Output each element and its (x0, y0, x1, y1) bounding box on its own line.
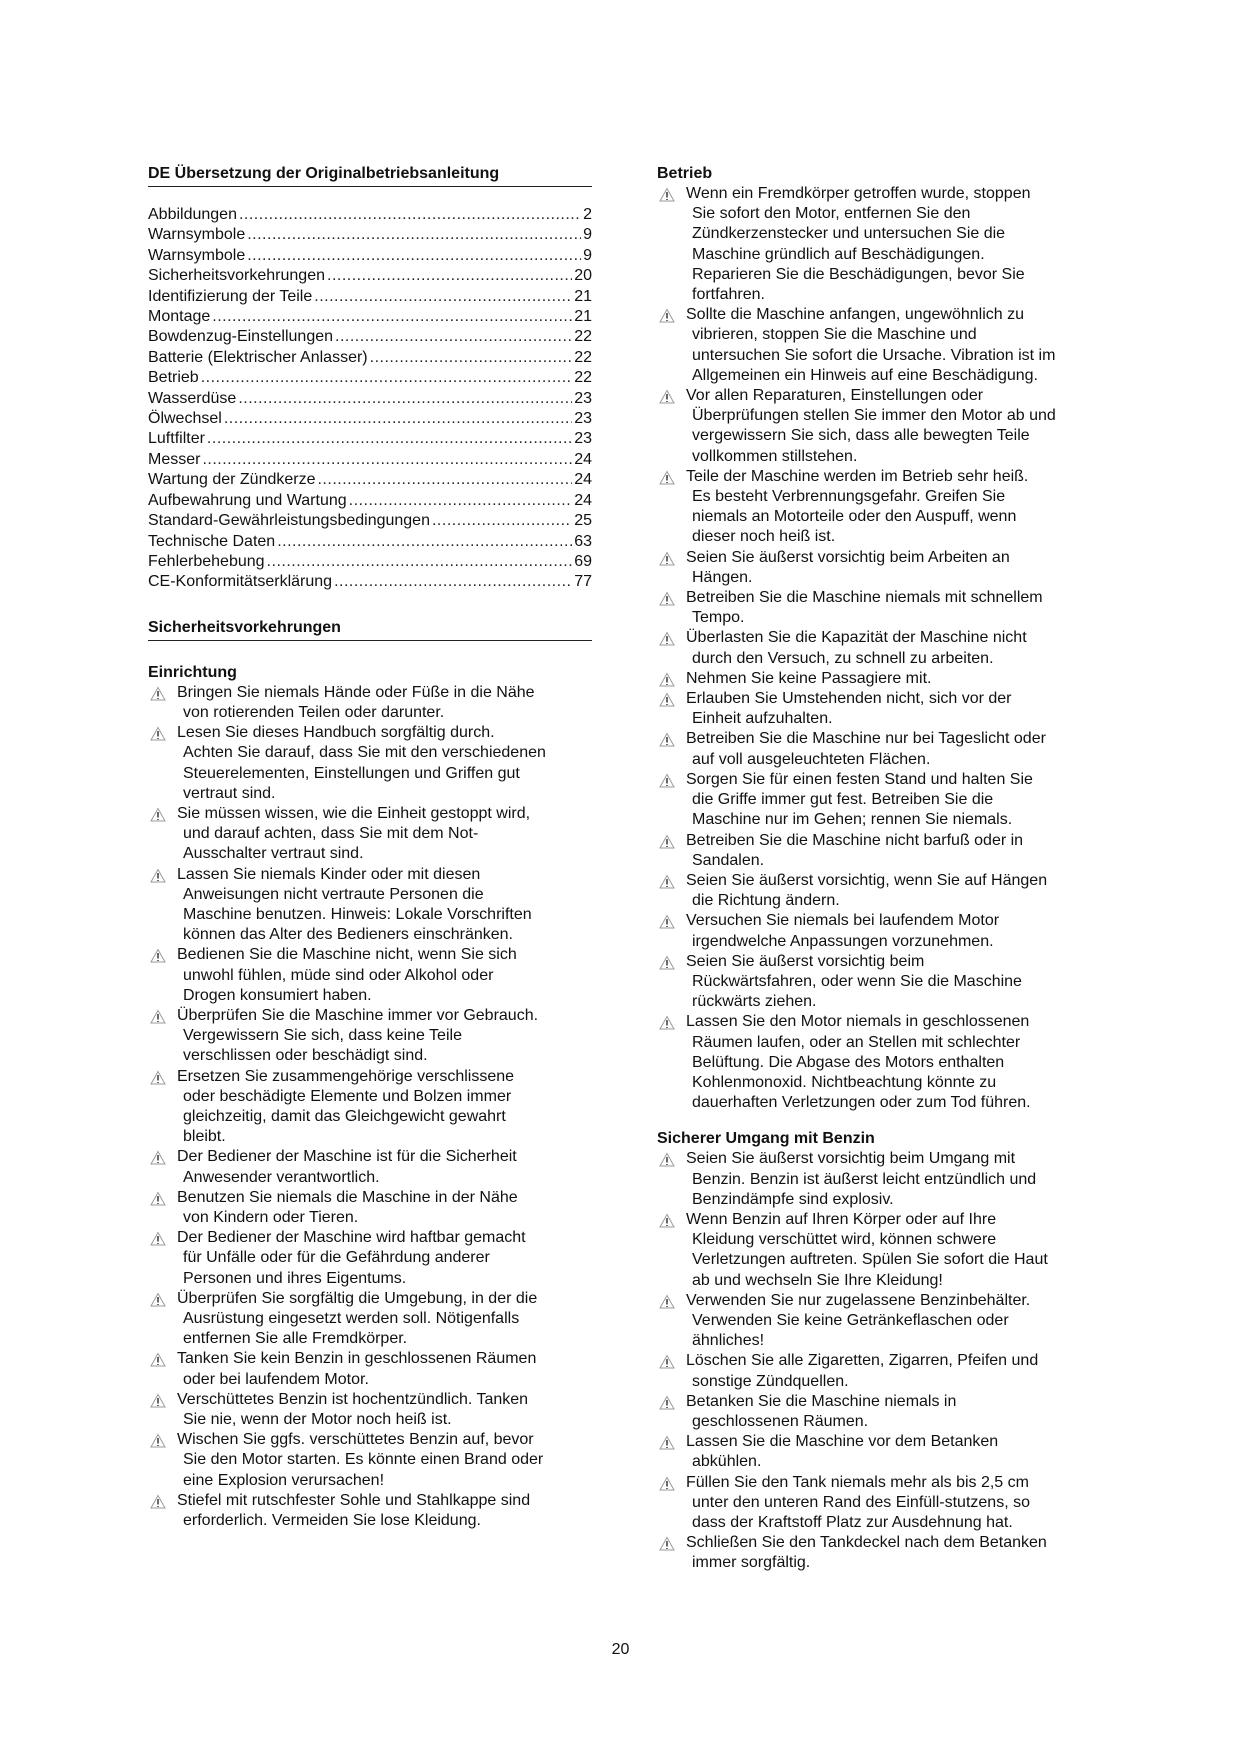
warning-text-line: irgendwelche Anpassungen vorzunehmen. (692, 932, 994, 950)
warning-text-line: vibrieren, stoppen Sie die Maschine und (692, 326, 977, 344)
toc-dot-leader (212, 307, 572, 327)
toc-dot-leader (432, 511, 572, 531)
warning-text-line: Seien Sie äußerst vorsichtig beim (686, 952, 925, 970)
warning-text-line: Kleidung verschüttet wird, können schwere (692, 1231, 997, 1249)
warning-text-line: Personen und ihres Eigentums. (183, 1269, 407, 1287)
warning-item (657, 1432, 1102, 1472)
warning-icon (657, 692, 677, 707)
warning-text-line: Lassen Sie niemals Kinder oder mit diesen (177, 865, 481, 883)
toc-entry (148, 429, 592, 449)
warning-item (148, 1289, 592, 1350)
warning-text-line: Wenn ein Fremdkörper getroffen wurde, stoppen (686, 185, 1031, 202)
warning-icon (657, 1213, 677, 1228)
warning-text-line: Anwesender verantwortlich. (183, 1168, 380, 1186)
warning-icon (657, 631, 677, 646)
warning-text-line: dieser noch heiß ist. (692, 528, 836, 546)
toc-entry (148, 205, 592, 225)
warning-icon (148, 1231, 168, 1246)
warning-text-line: Betreiben Sie die Maschine nur bei Tageslicht oder (686, 730, 1046, 748)
setup-warning-list (148, 683, 592, 1532)
warning-icon (148, 1494, 168, 1509)
safety-heading: Sicherheitsvorkehrungen (148, 618, 592, 641)
warning-text-line: Allgemeinen ein Hinweis auf eine Beschädigung. (692, 366, 1038, 384)
warning-text-line: Sollte die Maschine anfangen, ungewöhnlich zu (686, 306, 1025, 324)
warning-item (148, 1349, 592, 1389)
warning-item (657, 628, 1102, 668)
warning-text-line: Sie sofort den Motor, entfernen Sie den (692, 205, 971, 223)
warning-item (657, 1533, 1102, 1573)
warning-icon (657, 1435, 677, 1450)
warning-text-line: erforderlich. Vermeiden Sie lose Kleidung. (183, 1512, 481, 1530)
warning-item (148, 1067, 592, 1148)
warning-text-line: Hängen. (692, 568, 753, 586)
warning-text-line: vollkommen stillstehen. (692, 447, 858, 465)
warning-icon (148, 1009, 168, 1024)
toc-entry-page: 9 (583, 246, 592, 264)
toc-entry-page: 23 (574, 389, 592, 407)
warning-text-line: Überprüfen Sie die Maschine immer vor Gebrauch. (177, 1006, 539, 1024)
toc-dot-leader (327, 266, 572, 286)
toc-entry-label: Sicherheitsvorkehrungen (148, 267, 325, 285)
warning-item (148, 1491, 592, 1531)
toc-dot-leader (202, 450, 572, 470)
warning-text-line: Benutzen Sie niemals die Maschine in der Nähe (177, 1188, 518, 1206)
warning-item (148, 683, 592, 723)
warning-text-line: dass der Kraftstoff Platz zur Ausdehnung hat. (692, 1514, 1013, 1531)
toc-dot-leader (247, 225, 581, 245)
warning-item (657, 467, 1102, 548)
toc-entry-label: Luftfilter (148, 430, 205, 448)
toc-entry-page: 25 (574, 512, 592, 530)
toc-entry-label: Aufbewahrung und Wartung (148, 491, 347, 509)
warning-text-line: fortfahren. (692, 286, 765, 304)
fuel-heading: Sicherer Umgang mit Benzin (657, 1130, 875, 1148)
warning-item (148, 1390, 592, 1430)
warning-text-line: Anweisungen nicht vertraute Personen die (183, 885, 484, 903)
toc-entry-page: 63 (574, 532, 592, 550)
toc-dot-leader (314, 287, 572, 307)
toc-entry (148, 450, 592, 470)
toc-dot-leader (201, 368, 573, 388)
toc-entry-label: Messer (148, 450, 201, 468)
warning-icon (148, 726, 168, 741)
warning-text-line: Sorgen Sie für einen festen Stand und halten Sie (686, 770, 1033, 788)
warning-text-line: Benzindämpfe sind explosiv. (692, 1190, 894, 1208)
warning-icon (657, 389, 677, 404)
warning-item (148, 723, 592, 804)
warning-text-line: Tempo. (692, 609, 745, 627)
warning-item (657, 184, 1102, 305)
warning-text-line: Seien Sie äußerst vorsichtig beim Arbeiten an (686, 548, 1010, 566)
warning-icon (657, 308, 677, 323)
toc-entry-page: 21 (574, 287, 592, 305)
warning-text-line: Versuchen Sie niemals bei laufendem Motor (686, 912, 1000, 930)
warning-icon (657, 1152, 677, 1167)
warning-text-line: ähnliches! (692, 1332, 765, 1350)
toc-dot-leader (238, 389, 572, 409)
toc-entry-label: Fehlerbehebung (148, 552, 265, 570)
warning-text-line: bleibt. (183, 1128, 226, 1146)
warning-text-line: Der Bediener der Maschine wird haftbar gemacht (177, 1229, 526, 1247)
warning-text-line: Überlasten Sie die Kapazität der Maschine nicht (686, 629, 1027, 647)
warning-item (148, 1147, 592, 1187)
toc-entry-page: 21 (574, 308, 592, 326)
warning-text-line: Lassen Sie die Maschine vor dem Betanken (686, 1433, 999, 1451)
toc-entry (148, 572, 592, 592)
warning-text-line: Seien Sie äußerst vorsichtig, wenn Sie auf Hängen (686, 871, 1048, 889)
warning-text-line: ab und wechseln Sie Ihre Kleidung! (692, 1271, 943, 1289)
warning-icon (657, 773, 677, 788)
warning-icon (148, 1070, 168, 1085)
toc-entry-page: 77 (574, 573, 592, 591)
warning-text-line: Zündkerzenstecker und untersuchen Sie die (692, 225, 1006, 243)
toc-entry (148, 287, 592, 307)
toc-entry (148, 532, 592, 552)
warning-icon (657, 1294, 677, 1309)
warning-text-line: Schließen Sie den Tankdeckel nach dem Betanken (686, 1534, 1047, 1552)
toc-entry-page: 69 (574, 552, 592, 570)
warning-text-line: Betanken Sie die Maschine niemals in (686, 1392, 957, 1410)
warning-text-line: Drogen konsumiert haben. (183, 986, 372, 1004)
toc-entry (148, 327, 592, 347)
warning-icon (657, 470, 677, 485)
toc-entry (148, 511, 592, 531)
warning-text-line: von rotierenden Teilen oder darunter. (183, 703, 445, 721)
warning-text-line: Maschine nur im Gehen; rennen Sie niemals. (692, 811, 1013, 829)
toc-entry (148, 246, 592, 266)
toc-entry-page: 22 (574, 328, 592, 346)
warning-item (657, 588, 1102, 628)
setup-heading: Einrichtung (148, 663, 237, 681)
warning-item (657, 689, 1102, 729)
toc-entry-label: Ölwechsel (148, 410, 222, 428)
toc-entry (148, 470, 592, 490)
warning-item (657, 386, 1102, 467)
toc-entry-label: Wartung der Zündkerze (148, 471, 316, 489)
toc-entry-page: 24 (574, 471, 592, 489)
warning-icon (148, 807, 168, 822)
right-column (657, 164, 1102, 1574)
warning-text-line: abkühlen. (692, 1453, 762, 1471)
warning-item (657, 1291, 1102, 1352)
warning-text-line: geschlossenen Räumen. (692, 1412, 869, 1430)
warning-item (148, 1006, 592, 1067)
warning-icon (657, 551, 677, 566)
warning-text-line: Verletzungen auftreten. Spülen Sie sofort die Haut (692, 1251, 1048, 1269)
warning-item (657, 729, 1102, 769)
toc-entry-page: 23 (574, 430, 592, 448)
toc-entry-label: Technische Daten (148, 532, 276, 550)
warning-item (657, 305, 1102, 386)
warning-icon (657, 732, 677, 747)
warning-icon (148, 1393, 168, 1408)
warning-text-line: Es besteht Verbrennungsgefahr. Greifen Sie (692, 488, 1006, 506)
warning-item (657, 871, 1102, 911)
warning-item (148, 804, 592, 865)
warning-text-line: Der Bediener der Maschine ist für die Sicherheit (177, 1148, 517, 1166)
warning-item (657, 1210, 1102, 1291)
warning-text-line: entfernen Sie alle Fremdkörper. (183, 1330, 408, 1348)
warning-item (657, 1392, 1102, 1432)
warning-text-line: die Richtung ändern. (692, 892, 840, 910)
warning-item (148, 1228, 592, 1289)
warning-icon (148, 1352, 168, 1367)
document-title: DE Übersetzung der Originalbetriebsanleitung (148, 164, 592, 187)
toc-entry (148, 491, 592, 511)
warning-item (657, 1351, 1102, 1391)
toc-entry-label: Abbildungen (148, 206, 237, 223)
toc-entry-label: Warnsymbole (148, 246, 246, 264)
warning-text-line: Kohlenmonoxid. Nichtbeachtung könnte zu (692, 1073, 997, 1091)
warning-text-line: untersuchen Sie sofort die Ursache. Vibration ist im (692, 346, 1056, 364)
toc-entry-label: Wasserdüse (148, 389, 237, 407)
toc-dot-leader (317, 470, 572, 490)
warning-icon (148, 948, 168, 963)
warning-text-line: Seien Sie äußerst vorsichtig beim Umgang mit (686, 1150, 1016, 1168)
warning-icon (148, 1150, 168, 1165)
warning-icon (657, 591, 677, 606)
toc-entry (148, 389, 592, 409)
warning-text-line: Ausschalter vertraut sind. (183, 845, 364, 863)
warning-text-line: Verschüttetes Benzin ist hochentzündlich. Tanken (177, 1390, 529, 1408)
warning-text-line: vertraut sind. (183, 784, 276, 802)
warning-text-line: Erlauben Sie Umstehenden nicht, sich vor der (686, 690, 1012, 708)
warning-text-line: immer sorgfältig. (692, 1554, 811, 1572)
toc-dot-leader (247, 246, 581, 266)
warning-item (657, 1473, 1102, 1534)
warning-text-line: Belüftung. Die Abgase des Motors enthalten (692, 1053, 1005, 1071)
warning-text-line: Teile der Maschine werden im Betrieb sehr heiß. (686, 467, 1029, 485)
warning-text-line: oder beschädigte Elemente und Bolzen immer (183, 1087, 512, 1105)
toc-entry-label: Identifizierung der Teile (148, 287, 313, 305)
toc-dot-leader (239, 205, 581, 225)
warning-text-line: Einheit aufzuhalten. (692, 710, 833, 728)
warning-item (657, 911, 1102, 951)
left-column (148, 164, 592, 1531)
toc-entry-page: 23 (574, 410, 592, 428)
toc-entry-page: 20 (574, 267, 592, 285)
toc-entry (148, 307, 592, 327)
toc-entry-label: Bowdenzug-Einstellungen (148, 328, 334, 346)
warning-icon (657, 1015, 677, 1030)
warning-icon (148, 1191, 168, 1206)
warning-text-line: Bringen Sie niemals Hände oder Füße in die Nähe (177, 683, 535, 701)
warning-text-line: Betreiben Sie die Maschine nicht barfuß oder in (686, 831, 1024, 849)
warning-icon (657, 914, 677, 929)
warning-text-line: können das Alter des Bedieners einschränken. (183, 926, 513, 944)
warning-icon (657, 1476, 677, 1491)
warning-text-line: Maschine gründlich auf Beschädigungen. (692, 245, 985, 263)
warning-icon (657, 1395, 677, 1410)
toc-entry (148, 552, 592, 572)
toc-entry-page: 24 (574, 450, 592, 468)
warning-text-line: unter den unteren Rand des Einfüll-stutzens, so (692, 1493, 1030, 1511)
warning-icon (657, 1536, 677, 1551)
warning-item (657, 548, 1102, 588)
warning-text-line: Benzin. Benzin ist äußerst leicht entzündlich und (692, 1170, 1037, 1188)
warning-item (148, 1430, 592, 1491)
warning-text-line: Überprüfen Sie sorgfältig die Umgebung, in der die (177, 1289, 538, 1307)
warning-icon (148, 1433, 168, 1448)
warning-text-line: verschlissen oder beschädigt sind. (183, 1047, 428, 1065)
warning-text-line: Steuerelementen, Einstellungen und Griffen gut (183, 764, 520, 782)
warning-text-line: und darauf achten, dass Sie mit dem Not- (183, 825, 479, 843)
warning-item (657, 1012, 1102, 1113)
warning-text-line: Wenn Benzin auf Ihren Körper oder auf Ihre (686, 1210, 997, 1228)
operation-warning-list (657, 184, 1102, 1113)
toc-dot-leader (224, 409, 572, 429)
warning-text-line: Vor allen Reparaturen, Einstellungen oder (686, 387, 984, 405)
toc-entry-label: Standard-Gewährleistungsbedingungen (148, 512, 430, 530)
toc-dot-leader (267, 552, 573, 572)
warning-item (657, 770, 1102, 831)
warning-text-line: Sie müssen wissen, wie die Einheit gestoppt wird, (177, 804, 531, 822)
toc-entry-page: 9 (583, 226, 592, 244)
toc-dot-leader (207, 429, 572, 449)
warning-text-line: durch den Versuch, zu schnell zu arbeiten. (692, 649, 994, 667)
warning-text-line: Füllen Sie den Tank niemals mehr als bis 2,5 cm (686, 1473, 1029, 1491)
operation-heading: Betrieb (657, 165, 713, 182)
warning-text-line: Sie nie, wenn der Motor noch heiß ist. (183, 1411, 452, 1429)
warning-text-line: eine Explosion verursachen! (183, 1471, 385, 1489)
warning-item (657, 1149, 1102, 1210)
warning-text-line: Ausrüstung eingesetzt werden soll. Nötigenfalls (183, 1310, 520, 1328)
warning-text-line: Stiefel mit rutschfester Sohle und Stahlkappe sind (177, 1491, 531, 1509)
toc-entry-label: Batterie (Elektrischer Anlasser) (148, 348, 368, 366)
warning-text-line: Maschine benutzen. Hinweis: Lokale Vorschriften (183, 905, 532, 923)
toc-entry (148, 409, 592, 429)
warning-text-line: Lesen Sie dieses Handbuch sorgfältig durch. (177, 724, 495, 742)
warning-text-line: dauerhaften Verletzungen oder zum Tod führen. (692, 1094, 1031, 1112)
warning-text-line: Rückwärtsfahren, oder wenn Sie die Maschine (692, 972, 1022, 990)
toc-entry-page: 22 (574, 348, 592, 366)
warning-icon (148, 1292, 168, 1307)
toc-dot-leader (334, 572, 572, 592)
warning-icon (657, 955, 677, 970)
toc-dot-leader (277, 532, 572, 552)
toc-entry (148, 266, 592, 286)
warning-item (148, 945, 592, 1006)
warning-icon (657, 834, 677, 849)
warning-text-line: Überprüfungen stellen Sie immer den Motor ab und (692, 407, 1056, 425)
warning-text-line: Vergewissern Sie sich, dass keine Teile (183, 1027, 462, 1045)
warning-text-line: niemals an Motorteile oder den Auspuff, wenn (692, 508, 1017, 526)
warning-text-line: sonstige Zündquellen. (692, 1372, 849, 1390)
warning-icon (657, 874, 677, 889)
toc-entry-label: CE-Konformitätserklärung (148, 573, 333, 591)
warning-text-line: Lassen Sie den Motor niemals in geschlossenen (686, 1013, 1030, 1031)
warning-icon (148, 868, 168, 883)
warning-text-line: Wischen Sie ggfs. verschüttetes Benzin auf, bevor (177, 1431, 534, 1449)
warning-text-line: Achten Sie darauf, dass Sie mit den verschiedenen (183, 744, 546, 762)
warning-text-line: rückwärts ziehen. (692, 993, 817, 1011)
toc-dot-leader (370, 348, 573, 368)
warning-text-line: die Griffe immer gut fest. Betreiben Sie die (692, 791, 994, 809)
warning-text-line: Sie den Motor starten. Es könnte einen Brand oder (183, 1451, 544, 1469)
toc-entry-label: Warnsymbole (148, 226, 246, 244)
warning-text-line: für Unfälle oder für die Gefährdung anderer (183, 1249, 490, 1267)
warning-item (657, 952, 1102, 1013)
warning-text-line: Nehmen Sie keine Passagiere mit. (686, 669, 932, 687)
warning-text-line: Sandalen. (692, 851, 765, 869)
warning-text-line: Verwenden Sie nur zugelassene Benzinbehälter. (686, 1291, 1031, 1309)
toc-dot-leader (335, 327, 572, 347)
warning-text-line: Bedienen Sie die Maschine nicht, wenn Sie sich (177, 946, 517, 964)
page-number: 20 (611, 1641, 630, 1658)
warning-text-line: gleichzeitig, damit das Gleichgewicht gewahrt (183, 1107, 506, 1125)
warning-text-line: Tanken Sie kein Benzin in geschlossenen Räumen (177, 1350, 537, 1368)
toc-entry-label: Montage (148, 308, 211, 326)
warning-text-line: unwohl fühlen, müde sind oder Alkohol oder (183, 966, 494, 984)
warning-text-line: von Kindern oder Tieren. (183, 1209, 359, 1226)
warning-icon (657, 187, 677, 202)
warning-item (657, 831, 1102, 871)
warning-text-line: Betreiben Sie die Maschine niemals mit schnellem (686, 589, 1043, 607)
toc-entry (148, 225, 592, 245)
toc-entry (148, 368, 592, 388)
warning-text-line: oder bei laufendem Motor. (183, 1370, 369, 1388)
warning-text-line: Reparieren Sie die Beschädigungen, bevor Sie (692, 265, 1025, 283)
fuel-warning-list (657, 1149, 1102, 1573)
toc-entry-page: 2 (583, 206, 592, 223)
toc-entry-page: 24 (574, 491, 592, 509)
warning-text-line: Räumen laufen, oder an Stellen mit schlechter (692, 1033, 1021, 1051)
warning-text-line: auf voll ausgeleuchteten Flächen. (692, 750, 931, 768)
warning-item (148, 865, 592, 946)
toc-entry (148, 348, 592, 368)
warning-text-line: Löschen Sie alle Zigaretten, Zigarren, Pfeifen und (686, 1352, 1039, 1370)
warning-icon (148, 686, 168, 701)
warning-item (657, 669, 1102, 689)
warning-item (148, 1188, 592, 1228)
toc-dot-leader (349, 491, 573, 511)
warning-text-line: vergewissern Sie sich, dass alle bewegten Teile (692, 427, 1030, 445)
warning-text-line: Ersetzen Sie zusammengehörige verschlissene (177, 1067, 515, 1085)
toc-entry-label: Betrieb (148, 369, 199, 387)
warning-icon (657, 672, 677, 687)
warning-icon (657, 1354, 677, 1369)
table-of-contents (148, 205, 592, 593)
toc-entry-page: 22 (574, 369, 592, 387)
warning-text-line: Verwenden Sie keine Getränkeflaschen oder (692, 1311, 1009, 1329)
